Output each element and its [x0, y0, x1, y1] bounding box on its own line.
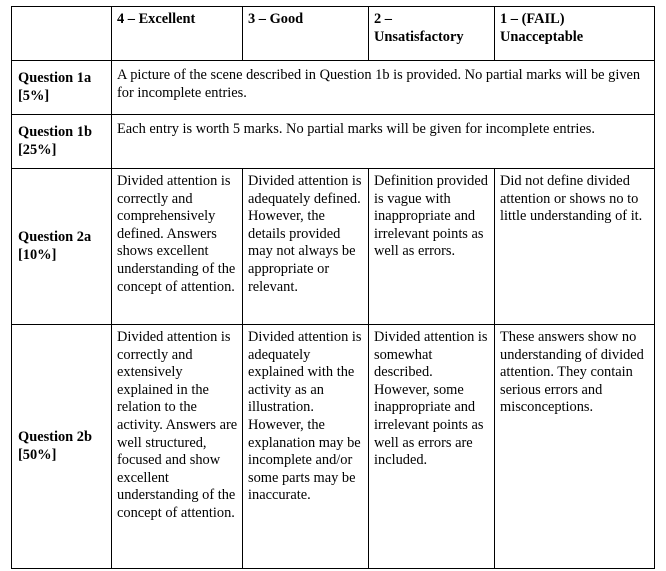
question-1a-description: A picture of the scene described in Question 1b is provided. No partial marks will be given for incomplete entries.: [112, 61, 655, 115]
question-label: Question 2b: [18, 429, 92, 446]
header-level-unacceptable: 1 – (FAIL) Unacceptable: [495, 7, 655, 61]
row-question-2a: [12, 169, 655, 325]
rubric-table: [11, 6, 655, 569]
row-question-2b: [12, 325, 655, 569]
criteria-cell-excellent: Divided attention is correctly and comprehensively defined. Answers shows excellent understanding of the concept of attention.: [112, 169, 243, 325]
question-2b-label-cell: [12, 325, 112, 569]
header-level-excellent: 4 – Excellent: [112, 7, 243, 61]
question-1a-label-cell: [12, 61, 112, 115]
header-level-good: 3 – Good: [243, 7, 369, 61]
row-question-1b: [12, 115, 655, 169]
question-weight: [5%]: [18, 88, 50, 104]
question-label: Question 2a: [18, 229, 92, 246]
row-question-1a: [12, 61, 655, 115]
criteria-cell-good: Divided attention is adequately defined. However, the details provided may not always be appropriate or relevant.: [243, 169, 369, 325]
question-weight: [10%]: [18, 247, 57, 263]
question-1b-description: Each entry is worth 5 marks. No partial marks will be given for incomplete entries.: [112, 115, 655, 169]
criteria-cell-unsatisfactory: Divided attention is somewhat described. However, some inappropriate and irrelevant points as well as errors are included.: [369, 325, 495, 569]
criteria-cell-excellent: Divided attention is correctly and extensively explained in the relation to the activity. Answers are well structured, focused and show excellent understanding of the concept of attention.: [112, 325, 243, 569]
question-2a-label-cell: [12, 169, 112, 325]
header-level-unsatisfactory: 2 – Unsatisfactory: [369, 7, 495, 61]
criteria-cell-unsatisfactory: Definition provided is vague with inappropriate and irrelevant points as well as errors.: [369, 169, 495, 325]
question-weight: [50%]: [18, 447, 57, 463]
question-weight: [25%]: [18, 142, 57, 158]
header-corner-cell: [12, 7, 112, 61]
criteria-cell-good: Divided attention is adequately explained with the activity as an illustration. However, the explanation may be incomplete and/or some parts may be inaccurate.: [243, 325, 369, 569]
question-label: Question 1b: [18, 124, 92, 141]
header-row: [12, 7, 655, 61]
question-label: Question 1a: [18, 70, 92, 87]
rubric-container: [11, 6, 655, 569]
criteria-cell-unacceptable: These answers show no understanding of divided attention. They contain serious errors and misconceptions.: [495, 325, 655, 569]
criteria-cell-unacceptable: Did not define divided attention or shows no to little understanding of it.: [495, 169, 655, 325]
question-1b-label-cell: [12, 115, 112, 169]
